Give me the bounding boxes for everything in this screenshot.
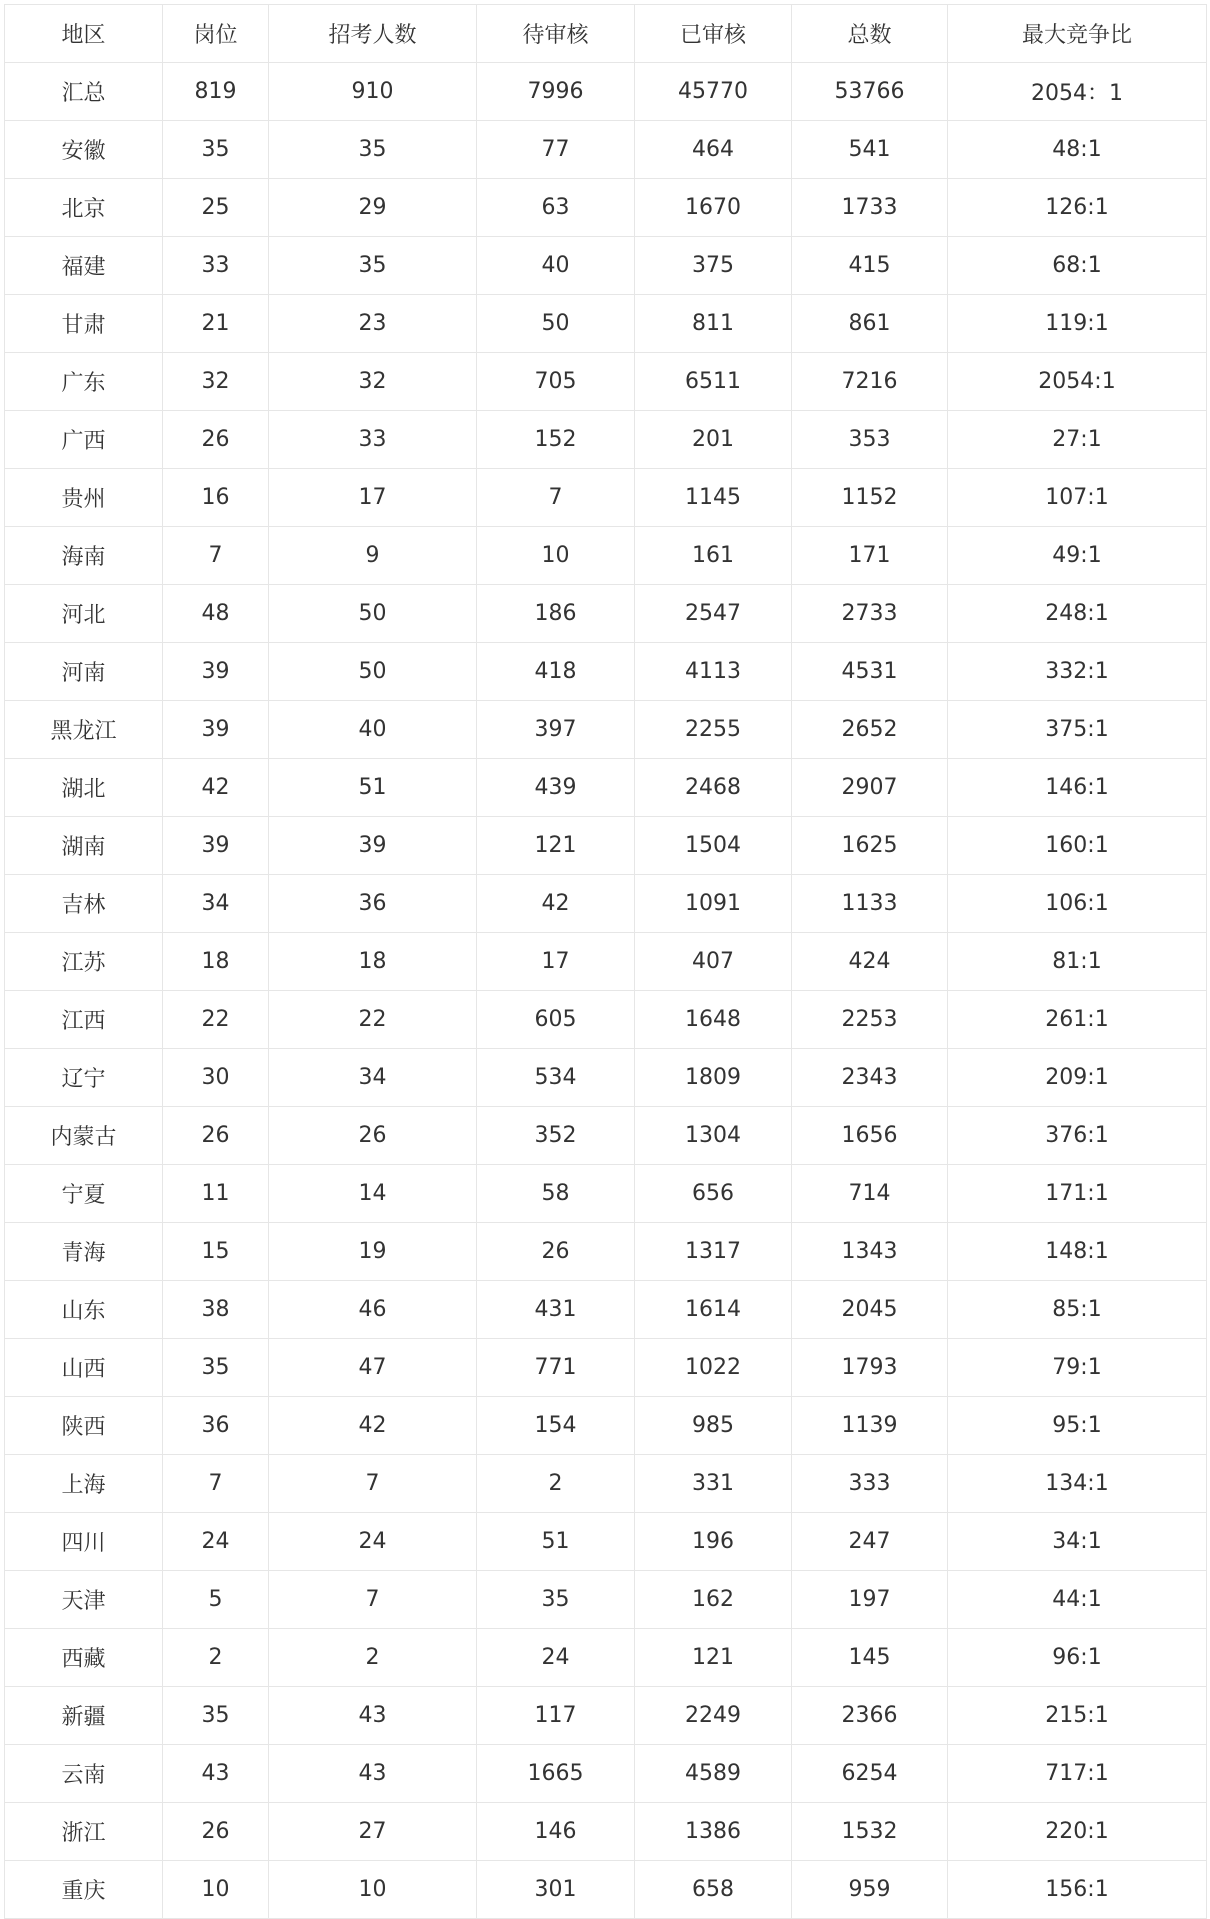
- reviewed-cell: 2249: [635, 1687, 792, 1745]
- recruit-count-cell: 47: [269, 1339, 477, 1397]
- positions-cell: 21: [163, 295, 269, 353]
- max-competition-ratio-cell: 220:1: [948, 1803, 1207, 1861]
- pending-review-cell: 58: [477, 1165, 635, 1223]
- table-row: [5, 1455, 1207, 1513]
- positions-cell: 39: [163, 817, 269, 875]
- reviewed-cell: 1386: [635, 1803, 792, 1861]
- positions-cell: 10: [163, 1861, 269, 1919]
- pending-review-cell: 50: [477, 295, 635, 353]
- recruit-count-cell: 35: [269, 237, 477, 295]
- max-competition-ratio-cell: 79:1: [948, 1339, 1207, 1397]
- region-cell: 福建: [5, 237, 163, 295]
- total-cell: 424: [792, 933, 948, 991]
- recruit-count-cell: 17: [269, 469, 477, 527]
- region-cell: 西藏: [5, 1629, 163, 1687]
- recruit-count-cell: 14: [269, 1165, 477, 1223]
- table-row: [5, 1281, 1207, 1339]
- reviewed-cell: 1145: [635, 469, 792, 527]
- max-competition-ratio-cell: 27:1: [948, 411, 1207, 469]
- max-competition-ratio-cell: 95:1: [948, 1397, 1207, 1455]
- max-competition-ratio-cell: 2054:1: [948, 353, 1207, 411]
- recruit-count-cell: 32: [269, 353, 477, 411]
- total-cell: 53766: [792, 63, 948, 121]
- max-competition-ratio-cell: 44:1: [948, 1571, 1207, 1629]
- region-cell: 黑龙江: [5, 701, 163, 759]
- positions-cell: 7: [163, 527, 269, 585]
- positions-cell: 26: [163, 1803, 269, 1861]
- table-row: [5, 817, 1207, 875]
- region-cell: 江苏: [5, 933, 163, 991]
- positions-cell: 39: [163, 643, 269, 701]
- reviewed-cell: 656: [635, 1165, 792, 1223]
- reviewed-cell: 1670: [635, 179, 792, 237]
- recruit-count-cell: 50: [269, 643, 477, 701]
- recruit-count-cell: 33: [269, 411, 477, 469]
- table-row: [5, 527, 1207, 585]
- recruit-count-cell: 18: [269, 933, 477, 991]
- table-row: [5, 63, 1207, 121]
- pending-review-cell: 7: [477, 469, 635, 527]
- pending-review-cell: 121: [477, 817, 635, 875]
- region-cell: 广西: [5, 411, 163, 469]
- positions-cell: 43: [163, 1745, 269, 1803]
- positions-cell: 7: [163, 1455, 269, 1513]
- pending-review-cell: 186: [477, 585, 635, 643]
- recruit-count-cell: 910: [269, 63, 477, 121]
- max-competition-ratio-cell: 119:1: [948, 295, 1207, 353]
- recruit-count-cell: 36: [269, 875, 477, 933]
- recruit-count-cell: 51: [269, 759, 477, 817]
- region-cell: 汇总: [5, 63, 163, 121]
- max-competition-ratio-cell: 48:1: [948, 121, 1207, 179]
- table-row: [5, 585, 1207, 643]
- max-competition-ratio-cell: 160:1: [948, 817, 1207, 875]
- total-cell: 714: [792, 1165, 948, 1223]
- max-competition-ratio-cell: 332:1: [948, 643, 1207, 701]
- total-cell: 2733: [792, 585, 948, 643]
- total-cell: 1733: [792, 179, 948, 237]
- total-cell: 197: [792, 1571, 948, 1629]
- pending-review-cell: 301: [477, 1861, 635, 1919]
- table-body: [5, 63, 1207, 1919]
- total-cell: 1532: [792, 1803, 948, 1861]
- positions-cell: 30: [163, 1049, 269, 1107]
- header-max-competition-ratio: 最大竞争比: [948, 5, 1207, 63]
- region-cell: 甘肃: [5, 295, 163, 353]
- region-cell: 云南: [5, 1745, 163, 1803]
- region-cell: 北京: [5, 179, 163, 237]
- table-row: [5, 353, 1207, 411]
- max-competition-ratio-cell: 106:1: [948, 875, 1207, 933]
- region-cell: 广东: [5, 353, 163, 411]
- positions-cell: 34: [163, 875, 269, 933]
- table-row: [5, 1571, 1207, 1629]
- table-row: [5, 469, 1207, 527]
- table-row: [5, 295, 1207, 353]
- pending-review-cell: 397: [477, 701, 635, 759]
- header-region: 地区: [5, 5, 163, 63]
- reviewed-cell: 6511: [635, 353, 792, 411]
- reviewed-cell: 1648: [635, 991, 792, 1049]
- total-cell: 541: [792, 121, 948, 179]
- max-competition-ratio-cell: 49:1: [948, 527, 1207, 585]
- max-competition-ratio-cell: 209:1: [948, 1049, 1207, 1107]
- pending-review-cell: 705: [477, 353, 635, 411]
- positions-cell: 35: [163, 1339, 269, 1397]
- positions-cell: 18: [163, 933, 269, 991]
- header-recruit-count: 招考人数: [269, 5, 477, 63]
- region-cell: 湖南: [5, 817, 163, 875]
- total-cell: 415: [792, 237, 948, 295]
- header-pending-review: 待审核: [477, 5, 635, 63]
- max-competition-ratio-cell: 134:1: [948, 1455, 1207, 1513]
- total-cell: 959: [792, 1861, 948, 1919]
- positions-cell: 16: [163, 469, 269, 527]
- recruit-count-cell: 34: [269, 1049, 477, 1107]
- reviewed-cell: 1304: [635, 1107, 792, 1165]
- recruit-count-cell: 50: [269, 585, 477, 643]
- positions-cell: 819: [163, 63, 269, 121]
- positions-cell: 26: [163, 411, 269, 469]
- total-cell: 333: [792, 1455, 948, 1513]
- table-row: [5, 1339, 1207, 1397]
- region-cell: 天津: [5, 1571, 163, 1629]
- region-cell: 浙江: [5, 1803, 163, 1861]
- table-row: [5, 701, 1207, 759]
- pending-review-cell: 439: [477, 759, 635, 817]
- table-row: [5, 1745, 1207, 1803]
- recruit-count-cell: 7: [269, 1455, 477, 1513]
- pending-review-cell: 431: [477, 1281, 635, 1339]
- positions-cell: 32: [163, 353, 269, 411]
- table-row: [5, 411, 1207, 469]
- total-cell: 1133: [792, 875, 948, 933]
- table-row: [5, 875, 1207, 933]
- table-row: [5, 1687, 1207, 1745]
- table-row: [5, 1861, 1207, 1919]
- reviewed-cell: 464: [635, 121, 792, 179]
- table-header: [5, 5, 1207, 63]
- recruit-count-cell: 39: [269, 817, 477, 875]
- pending-review-cell: 352: [477, 1107, 635, 1165]
- max-competition-ratio-cell: 107:1: [948, 469, 1207, 527]
- pending-review-cell: 418: [477, 643, 635, 701]
- reviewed-cell: 1091: [635, 875, 792, 933]
- reviewed-cell: 1317: [635, 1223, 792, 1281]
- max-competition-ratio-cell: 148:1: [948, 1223, 1207, 1281]
- reviewed-cell: 121: [635, 1629, 792, 1687]
- total-cell: 171: [792, 527, 948, 585]
- region-cell: 江西: [5, 991, 163, 1049]
- reviewed-cell: 658: [635, 1861, 792, 1919]
- pending-review-cell: 24: [477, 1629, 635, 1687]
- total-cell: 353: [792, 411, 948, 469]
- reviewed-cell: 4589: [635, 1745, 792, 1803]
- reviewed-cell: 2255: [635, 701, 792, 759]
- positions-cell: 15: [163, 1223, 269, 1281]
- max-competition-ratio-cell: 215:1: [948, 1687, 1207, 1745]
- positions-cell: 33: [163, 237, 269, 295]
- reviewed-cell: 196: [635, 1513, 792, 1571]
- region-cell: 吉林: [5, 875, 163, 933]
- recruit-count-cell: 2: [269, 1629, 477, 1687]
- positions-cell: 48: [163, 585, 269, 643]
- region-cell: 海南: [5, 527, 163, 585]
- pending-review-cell: 51: [477, 1513, 635, 1571]
- table-row: [5, 1165, 1207, 1223]
- total-cell: 1793: [792, 1339, 948, 1397]
- positions-cell: 5: [163, 1571, 269, 1629]
- total-cell: 7216: [792, 353, 948, 411]
- max-competition-ratio-cell: 68:1: [948, 237, 1207, 295]
- pending-review-cell: 40: [477, 237, 635, 295]
- pending-review-cell: 2: [477, 1455, 635, 1513]
- max-competition-ratio-cell: 85:1: [948, 1281, 1207, 1339]
- max-competition-ratio-cell: 248:1: [948, 585, 1207, 643]
- pending-review-cell: 154: [477, 1397, 635, 1455]
- recruit-count-cell: 42: [269, 1397, 477, 1455]
- total-cell: 1139: [792, 1397, 948, 1455]
- total-cell: 2343: [792, 1049, 948, 1107]
- max-competition-ratio-cell: 261:1: [948, 991, 1207, 1049]
- region-cell: 上海: [5, 1455, 163, 1513]
- pending-review-cell: 63: [477, 179, 635, 237]
- recruit-count-cell: 35: [269, 121, 477, 179]
- table-row: [5, 933, 1207, 991]
- region-cell: 河北: [5, 585, 163, 643]
- recruit-count-cell: 26: [269, 1107, 477, 1165]
- table-row: [5, 1803, 1207, 1861]
- recruit-count-cell: 29: [269, 179, 477, 237]
- positions-cell: 35: [163, 1687, 269, 1745]
- reviewed-cell: 2547: [635, 585, 792, 643]
- recruit-count-cell: 9: [269, 527, 477, 585]
- table-row: [5, 1513, 1207, 1571]
- positions-cell: 22: [163, 991, 269, 1049]
- max-competition-ratio-cell: 717:1: [948, 1745, 1207, 1803]
- table-row: [5, 1049, 1207, 1107]
- reviewed-cell: 201: [635, 411, 792, 469]
- table-row: [5, 1629, 1207, 1687]
- reviewed-cell: 1809: [635, 1049, 792, 1107]
- pending-review-cell: 26: [477, 1223, 635, 1281]
- pending-review-cell: 605: [477, 991, 635, 1049]
- total-cell: 861: [792, 295, 948, 353]
- reviewed-cell: 331: [635, 1455, 792, 1513]
- recruit-count-cell: 23: [269, 295, 477, 353]
- max-competition-ratio-cell: 376:1: [948, 1107, 1207, 1165]
- table-row: [5, 179, 1207, 237]
- pending-review-cell: 7996: [477, 63, 635, 121]
- reviewed-cell: 1504: [635, 817, 792, 875]
- pending-review-cell: 42: [477, 875, 635, 933]
- pending-review-cell: 10: [477, 527, 635, 585]
- total-cell: 145: [792, 1629, 948, 1687]
- positions-cell: 11: [163, 1165, 269, 1223]
- positions-cell: 26: [163, 1107, 269, 1165]
- pending-review-cell: 1665: [477, 1745, 635, 1803]
- region-cell: 贵州: [5, 469, 163, 527]
- region-cell: 山西: [5, 1339, 163, 1397]
- table-row: [5, 759, 1207, 817]
- pending-review-cell: 771: [477, 1339, 635, 1397]
- region-cell: 新疆: [5, 1687, 163, 1745]
- total-cell: 4531: [792, 643, 948, 701]
- recruit-count-cell: 24: [269, 1513, 477, 1571]
- table-row: [5, 237, 1207, 295]
- header-row: [5, 5, 1207, 63]
- table-row: [5, 1107, 1207, 1165]
- reviewed-cell: 1022: [635, 1339, 792, 1397]
- max-competition-ratio-cell: 34:1: [948, 1513, 1207, 1571]
- pending-review-cell: 77: [477, 121, 635, 179]
- recruit-count-cell: 40: [269, 701, 477, 759]
- max-competition-ratio-cell: 126:1: [948, 179, 1207, 237]
- pending-review-cell: 35: [477, 1571, 635, 1629]
- positions-cell: 25: [163, 179, 269, 237]
- table-row: [5, 991, 1207, 1049]
- max-competition-ratio-cell: 156:1: [948, 1861, 1207, 1919]
- total-cell: 1625: [792, 817, 948, 875]
- region-cell: 河南: [5, 643, 163, 701]
- total-cell: 2652: [792, 701, 948, 759]
- reviewed-cell: 985: [635, 1397, 792, 1455]
- reviewed-cell: 162: [635, 1571, 792, 1629]
- reviewed-cell: 2468: [635, 759, 792, 817]
- total-cell: 1343: [792, 1223, 948, 1281]
- header-positions: 岗位: [163, 5, 269, 63]
- reviewed-cell: 407: [635, 933, 792, 991]
- region-cell: 内蒙古: [5, 1107, 163, 1165]
- region-cell: 青海: [5, 1223, 163, 1281]
- reviewed-cell: 161: [635, 527, 792, 585]
- region-cell: 安徽: [5, 121, 163, 179]
- region-cell: 山东: [5, 1281, 163, 1339]
- total-cell: 2907: [792, 759, 948, 817]
- region-cell: 辽宁: [5, 1049, 163, 1107]
- pending-review-cell: 146: [477, 1803, 635, 1861]
- positions-cell: 38: [163, 1281, 269, 1339]
- recruit-count-cell: 43: [269, 1687, 477, 1745]
- recruit-count-cell: 7: [269, 1571, 477, 1629]
- region-cell: 陕西: [5, 1397, 163, 1455]
- recruit-count-cell: 22: [269, 991, 477, 1049]
- total-cell: 2045: [792, 1281, 948, 1339]
- region-cell: 宁夏: [5, 1165, 163, 1223]
- recruit-count-cell: 46: [269, 1281, 477, 1339]
- table-row: [5, 1397, 1207, 1455]
- header-reviewed: 已审核: [635, 5, 792, 63]
- table-row: [5, 1223, 1207, 1281]
- total-cell: 247: [792, 1513, 948, 1571]
- recruit-count-cell: 19: [269, 1223, 477, 1281]
- recruit-count-cell: 43: [269, 1745, 477, 1803]
- reviewed-cell: 375: [635, 237, 792, 295]
- recruit-count-cell: 27: [269, 1803, 477, 1861]
- total-cell: 6254: [792, 1745, 948, 1803]
- total-cell: 1656: [792, 1107, 948, 1165]
- reviewed-cell: 811: [635, 295, 792, 353]
- positions-cell: 42: [163, 759, 269, 817]
- positions-cell: 39: [163, 701, 269, 759]
- region-cell: 湖北: [5, 759, 163, 817]
- region-cell: 重庆: [5, 1861, 163, 1919]
- total-cell: 1152: [792, 469, 948, 527]
- reviewed-cell: 1614: [635, 1281, 792, 1339]
- positions-cell: 2: [163, 1629, 269, 1687]
- positions-cell: 35: [163, 121, 269, 179]
- recruitment-stats-table: [4, 4, 1207, 1919]
- table-row: [5, 121, 1207, 179]
- recruitment-stats-table-container: [4, 4, 1206, 1919]
- total-cell: 2253: [792, 991, 948, 1049]
- max-competition-ratio-cell: 375:1: [948, 701, 1207, 759]
- max-competition-ratio-cell: 171:1: [948, 1165, 1207, 1223]
- reviewed-cell: 45770: [635, 63, 792, 121]
- max-competition-ratio-cell: 146:1: [948, 759, 1207, 817]
- recruit-count-cell: 10: [269, 1861, 477, 1919]
- max-competition-ratio-cell: 2054：1: [948, 63, 1207, 121]
- positions-cell: 24: [163, 1513, 269, 1571]
- region-cell: 四川: [5, 1513, 163, 1571]
- max-competition-ratio-cell: 81:1: [948, 933, 1207, 991]
- header-total: 总数: [792, 5, 948, 63]
- total-cell: 2366: [792, 1687, 948, 1745]
- reviewed-cell: 4113: [635, 643, 792, 701]
- pending-review-cell: 117: [477, 1687, 635, 1745]
- max-competition-ratio-cell: 96:1: [948, 1629, 1207, 1687]
- pending-review-cell: 152: [477, 411, 635, 469]
- positions-cell: 36: [163, 1397, 269, 1455]
- pending-review-cell: 534: [477, 1049, 635, 1107]
- pending-review-cell: 17: [477, 933, 635, 991]
- table-row: [5, 643, 1207, 701]
